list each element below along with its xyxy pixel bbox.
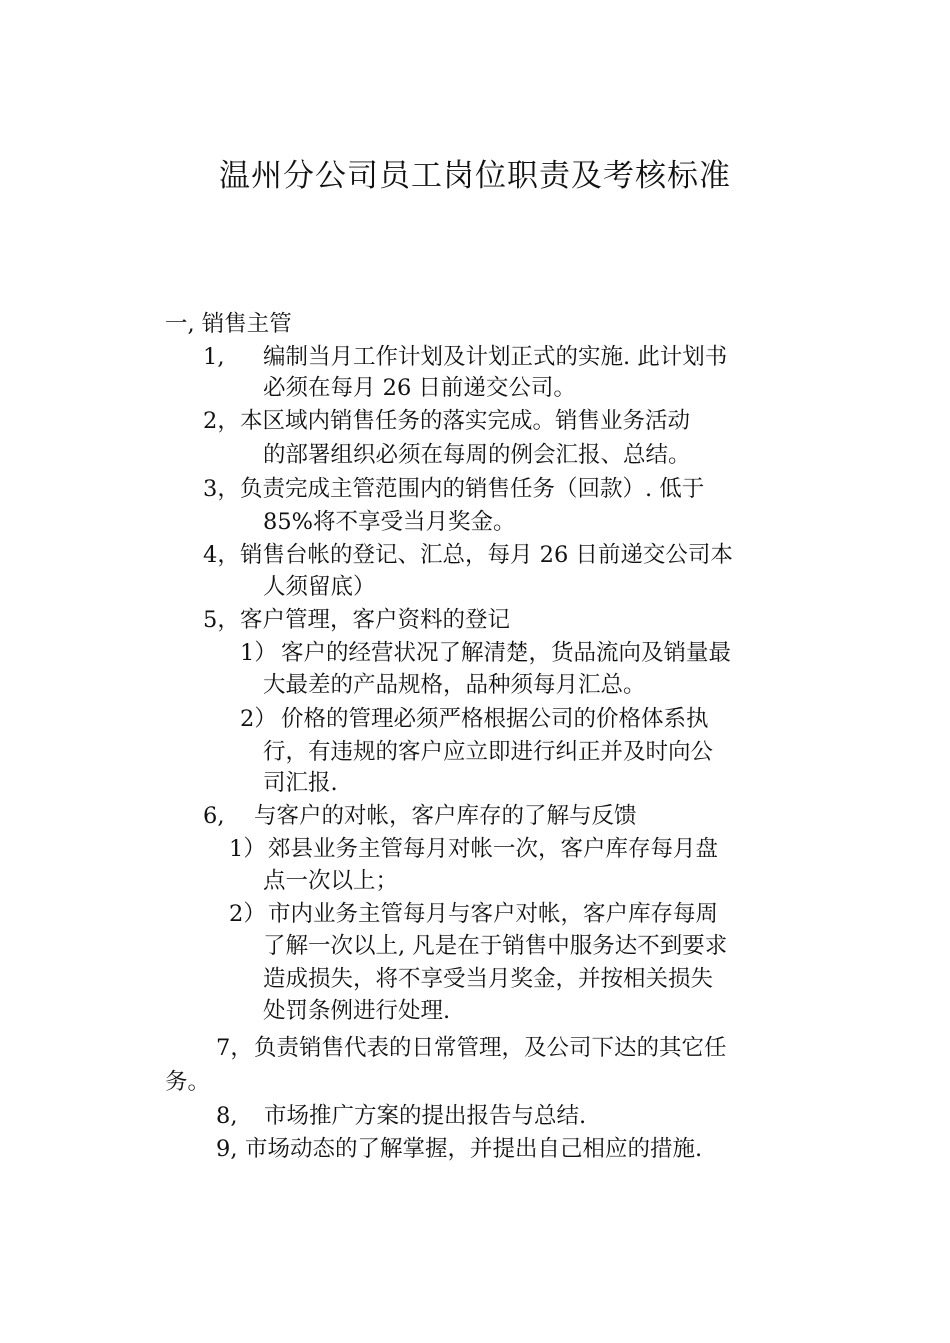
sub-item-text: 了解一次以上, 凡是在于销售中服务达不到要求: [263, 933, 728, 959]
list-item-text: 的部署组织必须在每周的例会汇报、总结。: [263, 442, 691, 468]
document-title: 温州分公司员工岗位职责及考核标准: [219, 158, 731, 194]
list-item-text: 人须留底）: [263, 574, 376, 600]
list-item-text: 务。: [165, 1069, 211, 1095]
list-item-text: 与客户的对帐，客户库存的了解与反馈: [254, 803, 637, 829]
list-item-number: 8,: [216, 1103, 238, 1129]
list-item-text: 销售台帐的登记、汇总，每月 26 日前递交公司本: [240, 542, 733, 568]
list-item-number: 4，: [203, 542, 240, 568]
list-item-number: 9,: [216, 1136, 238, 1162]
sub-item-text: 司汇报.: [263, 770, 338, 796]
sub-item-text: 大最差的产品规格，品种须每月汇总。: [263, 672, 646, 698]
sub-item-text: 市内业务主管每月与客户对帐，客户库存每周: [268, 901, 719, 927]
list-item-text: 编制当月工作计划及计划正式的实施. 此计划书: [263, 344, 728, 370]
sub-item-number: 2）: [229, 901, 266, 927]
sub-item-number: 1）: [229, 836, 266, 862]
section-heading: 一, 销售主管: [165, 311, 292, 337]
list-item-text: 客户管理，客户资料的登记: [240, 607, 511, 633]
sub-item-text: 点一次以上；: [263, 868, 399, 894]
sub-item-text: 价格的管理必须严格根据公司的价格体系执: [281, 706, 709, 732]
list-item-text: 本区域内销售任务的落实完成。销售业务活动: [240, 408, 691, 434]
sub-item-text: 郊县业务主管每月对帐一次，客户库存每月盘: [268, 836, 719, 862]
list-item-number: 2，: [203, 408, 240, 434]
list-item-text: 负责完成主管范围内的销售任务（回款）. 低于: [240, 476, 705, 502]
list-item-text: 85%将不享受当月奖金。: [263, 509, 516, 535]
list-item-number: 7，: [216, 1035, 253, 1061]
list-item-number: 6,: [203, 803, 225, 829]
list-item-text: 必须在每月 26 日前递交公司。: [263, 375, 576, 401]
list-item-text: 市场推广方案的提出报告与总结.: [264, 1103, 587, 1129]
list-item-text: 负责销售代表的日常管理，及公司下达的其它任: [254, 1035, 727, 1061]
list-item-text: 市场动态的了解掌握，并提出自己相应的措施.: [245, 1136, 703, 1162]
sub-item-text: 处罚条例进行处理.: [263, 998, 451, 1024]
list-item-number: 5，: [203, 607, 240, 633]
sub-item-text: 客户的经营状况了解清楚，货品流向及销量最: [281, 640, 732, 666]
list-item-number: 1,: [203, 344, 225, 370]
sub-item-text: 行，有违规的客户应立即进行纠正并及时向公: [263, 739, 714, 765]
sub-item-number: 2）: [240, 706, 277, 732]
list-item-number: 3，: [203, 476, 240, 502]
sub-item-number: 1）: [240, 640, 277, 666]
sub-item-text: 造成损失，将不享受当月奖金，并按相关损失: [263, 966, 714, 992]
